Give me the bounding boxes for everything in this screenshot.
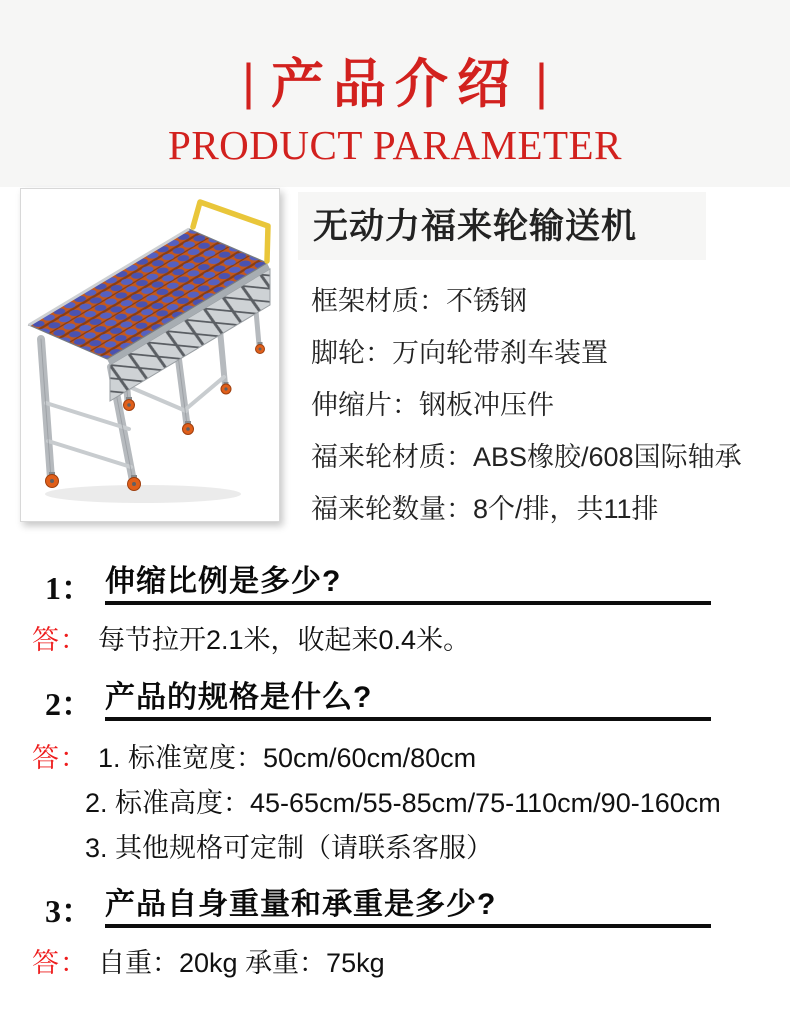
left-bar-decoration: | xyxy=(242,54,255,110)
answer-2-label: 答： xyxy=(32,743,88,773)
spec-wheel-material: 福来轮材质：ABS橡胶/608国际轴承 xyxy=(311,441,742,472)
question-3-text: 产品自身重量和承重是多少? xyxy=(105,889,711,928)
spec-wheel-quantity: 福来轮数量：8个/排，共11排 xyxy=(311,493,659,524)
section-subtitle: PRODUCT PARAMETER xyxy=(168,122,622,168)
question-3-heading xyxy=(45,889,711,928)
product-title: 无动力福来轮输送机 xyxy=(313,207,638,246)
question-1-text: 伸缩比例是多少? xyxy=(105,566,711,605)
answer-3-label: 答： xyxy=(32,948,88,978)
answer-3 xyxy=(32,941,385,980)
question-2-text: 产品的规格是什么? xyxy=(105,682,711,721)
answer-1-text: 每节拉开2.1米，收起来0.4米。 xyxy=(98,625,471,655)
answer-1-label: 答： xyxy=(32,625,88,655)
spec-casters: 脚轮：万向轮带刹车装置 xyxy=(311,337,608,368)
section-title xyxy=(0,52,790,118)
answer-2-text-3: 3. 其他规格可定制（请联系客服） xyxy=(85,833,494,863)
section-title-text: 产品介绍 xyxy=(271,55,519,114)
answer-1 xyxy=(32,618,470,657)
answer-2-line-2 xyxy=(85,781,721,820)
answer-2-line-3 xyxy=(85,826,493,865)
right-bar-decoration: | xyxy=(535,54,548,110)
spec-telescopic-plate: 伸缩片：钢板冲压件 xyxy=(311,389,554,420)
question-3-number: 3： xyxy=(45,893,94,929)
question-2-number: 2： xyxy=(45,686,94,722)
spec-list xyxy=(311,272,781,532)
answer-2-text-2: 2. 标准高度：45-65cm/55-85cm/75-110cm/90-160cm xyxy=(85,788,721,818)
product-photo xyxy=(20,188,280,522)
conveyor-illustration xyxy=(21,189,279,521)
answer-3-text: 自重：20kg 承重：75kg xyxy=(98,948,385,978)
answer-2-line-1 xyxy=(32,736,476,775)
question-2-heading xyxy=(45,682,711,721)
answer-2-text-1: 1. 标准宽度：50cm/60cm/80cm xyxy=(98,743,477,773)
question-1-number: 1： xyxy=(45,570,94,606)
question-1-heading xyxy=(45,566,711,605)
spec-frame-material: 框架材质：不锈钢 xyxy=(311,285,527,316)
